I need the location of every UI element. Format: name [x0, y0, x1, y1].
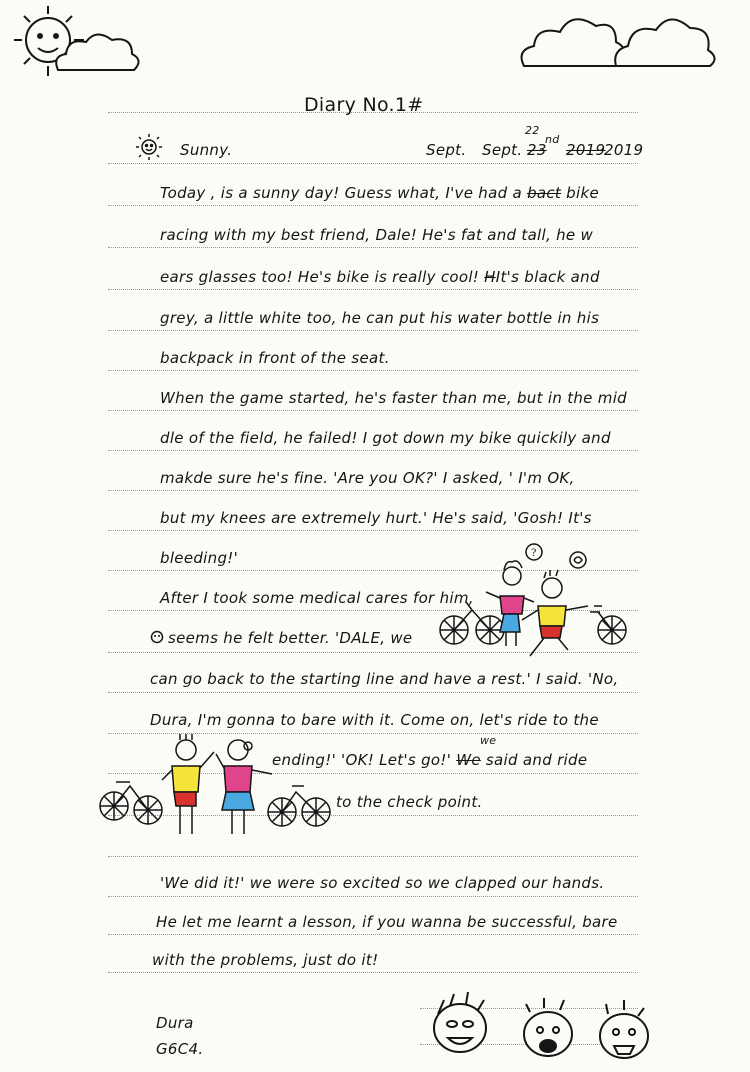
- diary-line: Dura, I'm gonna to bare with it. Come on, let's ride to the: [150, 711, 599, 729]
- date-year: 2019: [604, 141, 644, 159]
- ruled-line: [108, 330, 638, 331]
- ruled-line: [108, 856, 638, 857]
- ruled-line: [108, 934, 638, 935]
- diary-line: bleeding!': [160, 549, 238, 567]
- date-month: Sept.: [482, 141, 523, 159]
- ruled-line: [108, 450, 638, 451]
- ruled-line: [108, 410, 638, 411]
- ruled-line: [108, 205, 638, 206]
- date-correction: 22: [525, 124, 540, 137]
- ruled-line: [108, 247, 638, 248]
- diary-line: grey, a little white too, he can put his water bottle in his: [160, 309, 600, 327]
- diary-line: to the check point.: [336, 793, 483, 811]
- date-prefix: Sept.: [426, 141, 467, 159]
- diary-line: backpack in front of the seat.: [160, 349, 390, 367]
- inserted-word: we: [480, 734, 497, 747]
- diary-line: Today , is a sunny day! Guess what, I've had a bact bike: [160, 184, 599, 202]
- diary-title: Diary No.1#: [304, 94, 424, 116]
- diary-line: with the problems, just do it!: [152, 951, 379, 969]
- ruled-line: [108, 692, 638, 693]
- signature-class: G6C4.: [156, 1040, 204, 1058]
- diary-line: racing with my best friend, Dale! He's fat and tall, he w: [160, 226, 594, 244]
- ruled-line: [108, 163, 638, 164]
- signature-name: Dura: [156, 1014, 194, 1032]
- ruled-line: [108, 896, 638, 897]
- cloud-drawing: [52, 26, 142, 76]
- diary-line: seems he felt better. 'DALE, we: [168, 629, 413, 647]
- weather-text: Sunny.: [180, 141, 233, 159]
- date-struck-year: 2019: [566, 141, 606, 159]
- ruled-line: [108, 530, 638, 531]
- sun-icon: [134, 132, 164, 162]
- clouds-drawing: [520, 6, 720, 76]
- diary-line: can go back to the starting line and have a rest.' I said. 'No,: [150, 670, 619, 688]
- ruled-line: [108, 490, 638, 491]
- diary-line: 'We did it!' we were so excited so we clapped our hands.: [160, 874, 605, 892]
- diary-line: but my knees are extremely hurt.' He's said, 'Gosh! It's: [160, 509, 592, 527]
- doodle-faces: [420, 994, 660, 1072]
- diary-line: dle of the field, he failed! I got down my bike quickily and: [160, 429, 611, 447]
- diary-line: When the game started, he's faster than me, but in the mid: [160, 389, 627, 407]
- diary-line: ears glasses too! He's bike is really cool! HIt's black and: [160, 268, 600, 286]
- bike-kids-illustration: [430, 540, 650, 670]
- diary-line: ending!' 'OK! Let's go!' We said and ride: [272, 751, 588, 769]
- bubble-question: ?: [531, 548, 537, 559]
- diary-line: After I took some medical cares for him,: [160, 589, 474, 607]
- date-struck-day: 23: [527, 141, 547, 159]
- ruled-line: [108, 370, 638, 371]
- high-five-illustration: [96, 730, 336, 840]
- smiley-icon: [150, 630, 164, 644]
- diary-line: makde sure he's fine. 'Are you OK?' I asked, ' I'm OK,: [160, 469, 575, 487]
- date-suffix: nd: [545, 133, 560, 146]
- ruled-line: [108, 972, 638, 973]
- diary-line: He let me learnt a lesson, if you wanna be successful, bare: [156, 913, 618, 931]
- ruled-line: [108, 289, 638, 290]
